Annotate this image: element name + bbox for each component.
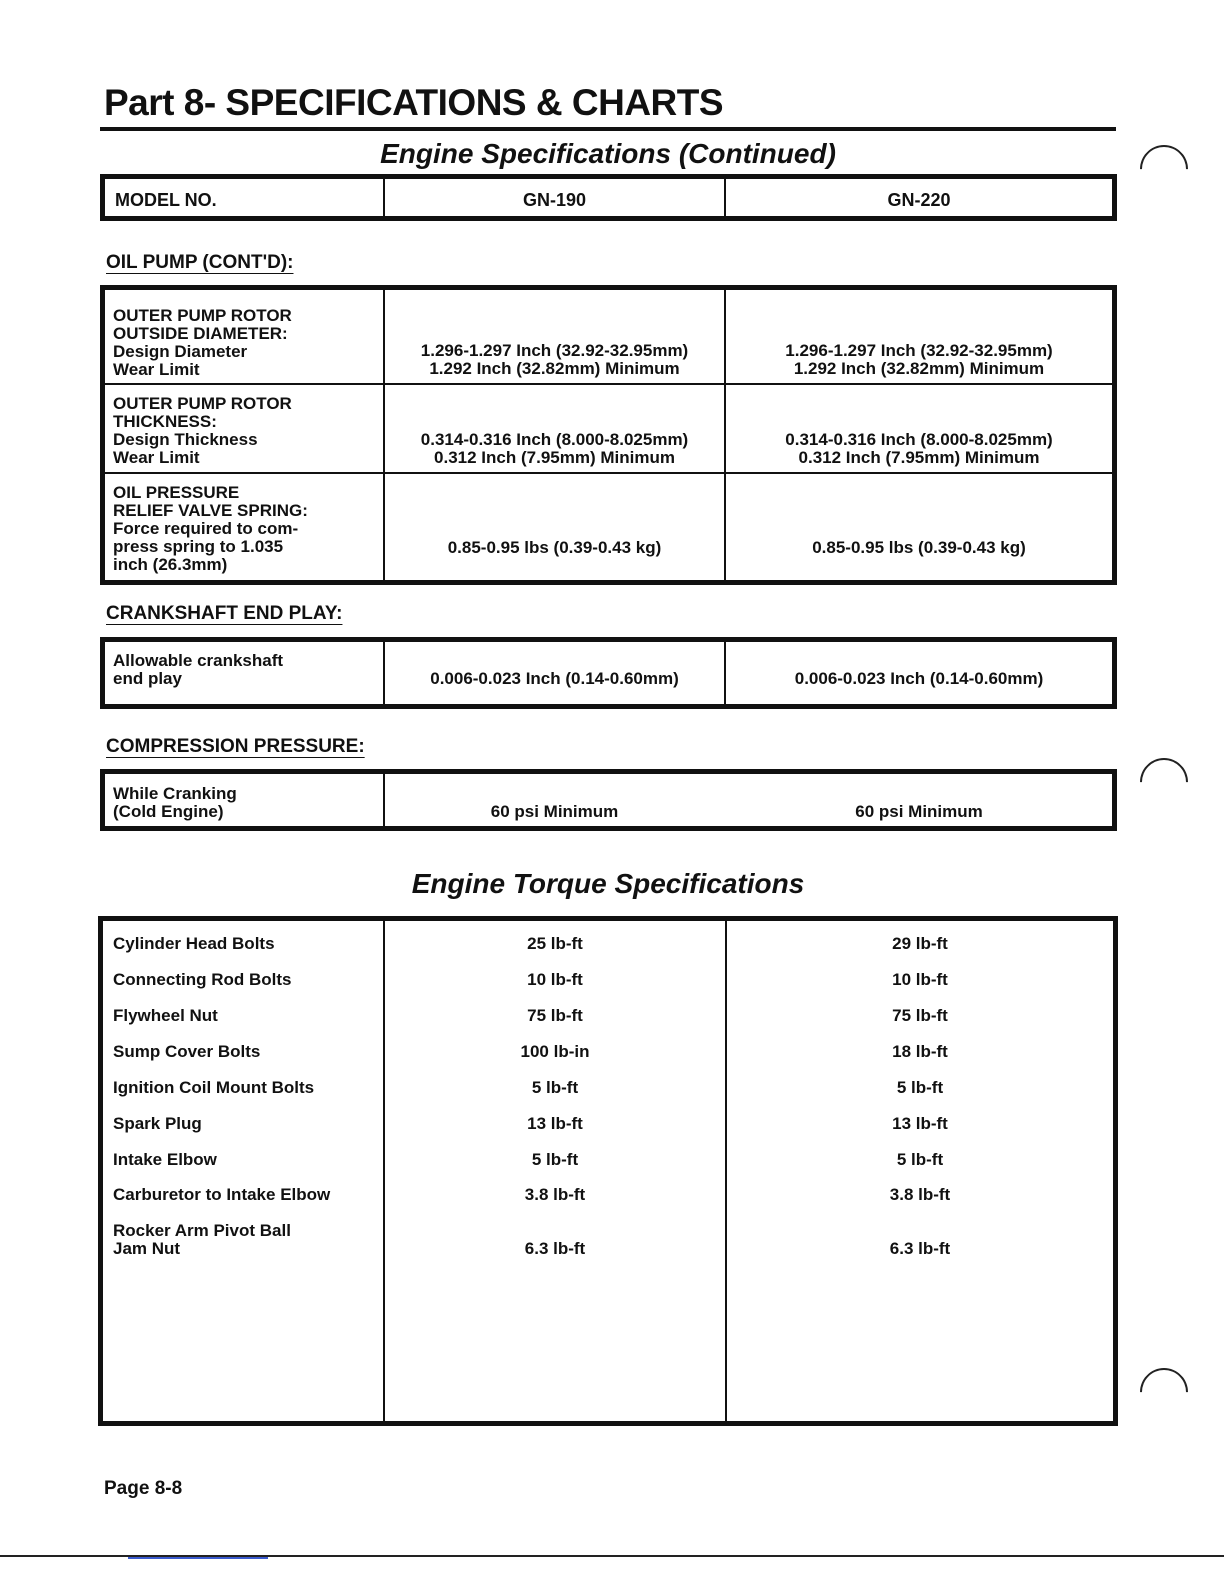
binder-hole-icon bbox=[1130, 135, 1198, 203]
torque-row-gn220: 5 lb-ft bbox=[896, 1150, 944, 1169]
model-gn190: GN-190 bbox=[522, 190, 587, 210]
torque-row-gn220: 6.3 lb-ft bbox=[889, 1239, 951, 1258]
torque-row-gn220: 29 lb-ft bbox=[892, 934, 948, 953]
torque-row-gn190: 13 lb-ft bbox=[527, 1114, 583, 1133]
model-table bbox=[100, 174, 1117, 221]
torque-row-label: Carburetor to Intake Elbow bbox=[113, 1185, 331, 1204]
torque-row-gn220: 3.8 lb-ft bbox=[889, 1185, 951, 1204]
page-title: Part 8- SPECIFICATIONS & CHARTS bbox=[104, 82, 724, 123]
torque-row-gn220: 5 lb-ft bbox=[896, 1078, 944, 1097]
model-label: MODEL NO. bbox=[115, 190, 217, 210]
crankshaft-heading: CRANKSHAFT END PLAY: bbox=[106, 603, 343, 624]
compression-label: While Cranking (Cold Engine) bbox=[113, 784, 237, 821]
crankshaft-label: Allowable crankshaft end play bbox=[113, 651, 284, 688]
torque-row-gn190: 3.8 lb-ft bbox=[524, 1185, 586, 1204]
torque-row-gn190: 75 lb-ft bbox=[527, 1006, 583, 1025]
torque-row-gn190: 25 lb-ft bbox=[527, 934, 583, 953]
torque-row-label: Intake Elbow bbox=[113, 1150, 217, 1169]
torque-row-gn190: 10 lb-ft bbox=[527, 970, 583, 989]
engine-specs-subtitle: Engine Specifications (Continued) bbox=[380, 138, 836, 169]
torque-row-gn220: 75 lb-ft bbox=[892, 1006, 948, 1025]
torque-row-label: Rocker Arm Pivot Ball Jam Nut bbox=[113, 1221, 291, 1258]
oil-pump-table bbox=[100, 285, 1117, 585]
torque-row-gn190: 100 lb-in bbox=[520, 1042, 590, 1061]
oil-pump-row-label: OIL PRESSURE RELIEF VALVE SPRING: Force required to com- press spring to 1.035 inch (26.3mm) bbox=[113, 483, 308, 574]
page-number: Page 8-8 bbox=[104, 1478, 183, 1499]
compression-gn190: 60 psi Minimum bbox=[490, 802, 619, 821]
oil-pump-row-gn190: 1.296-1.297 Inch (32.92-32.95mm) 1.292 Inch (32.82mm) Minimum bbox=[420, 341, 689, 378]
torque-row-label: Ignition Coil Mount Bolts bbox=[113, 1078, 315, 1097]
torque-row-label: Cylinder Head Bolts bbox=[113, 934, 275, 953]
oil-pump-row-label: OUTER PUMP ROTOR THICKNESS: Design Thickness Wear Limit bbox=[113, 394, 292, 467]
row-divider bbox=[105, 472, 1112, 474]
torque-row-gn190: 5 lb-ft bbox=[531, 1150, 579, 1169]
row-divider bbox=[105, 383, 1112, 385]
torque-row-label: Flywheel Nut bbox=[113, 1006, 218, 1025]
torque-row-gn220: 18 lb-ft bbox=[892, 1042, 948, 1061]
oil-pump-row-gn190: 0.85-0.95 lbs (0.39-0.43 kg) bbox=[447, 538, 662, 557]
oil-pump-heading: OIL PUMP (CONT'D): bbox=[106, 252, 294, 273]
crankshaft-gn190: 0.006-0.023 Inch (0.14-0.60mm) bbox=[430, 669, 679, 688]
compression-heading: COMPRESSION PRESSURE: bbox=[106, 736, 365, 757]
torque-row-gn220: 13 lb-ft bbox=[892, 1114, 948, 1133]
compression-table bbox=[100, 769, 1117, 831]
oil-pump-row-gn220: 0.314-0.316 Inch (8.000-8.025mm) 0.312 Inch (7.95mm) Minimum bbox=[785, 430, 1053, 467]
oil-pump-row-gn220: 1.296-1.297 Inch (32.92-32.95mm) 1.292 Inch (32.82mm) Minimum bbox=[785, 341, 1053, 378]
compression-gn220: 60 psi Minimum bbox=[855, 802, 983, 821]
torque-title: Engine Torque Specifications bbox=[411, 868, 805, 899]
binder-hole-icon bbox=[1130, 748, 1198, 816]
binder-hole-icon bbox=[1130, 1358, 1198, 1426]
torque-row-label: Connecting Rod Bolts bbox=[113, 970, 292, 989]
torque-row-gn190: 5 lb-ft bbox=[531, 1078, 579, 1097]
title-rule bbox=[100, 127, 1116, 131]
scan-mark bbox=[128, 1557, 268, 1559]
torque-row-gn220: 10 lb-ft bbox=[892, 970, 948, 989]
torque-row-gn190: 6.3 lb-ft bbox=[524, 1239, 586, 1258]
crankshaft-gn220: 0.006-0.023 Inch (0.14-0.60mm) bbox=[794, 669, 1044, 688]
column-divider bbox=[383, 921, 385, 1421]
torque-table bbox=[98, 916, 1118, 1426]
torque-row-label: Spark Plug bbox=[113, 1114, 202, 1133]
crankshaft-table bbox=[100, 637, 1117, 709]
torque-row-label: Sump Cover Bolts bbox=[113, 1042, 261, 1061]
model-gn220: GN-220 bbox=[887, 190, 951, 210]
oil-pump-row-gn190: 0.314-0.316 Inch (8.000-8.025mm) 0.312 Inch (7.95mm) Minimum bbox=[420, 430, 689, 467]
oil-pump-row-label: OUTER PUMP ROTOR OUTSIDE DIAMETER: Design Diameter Wear Limit bbox=[113, 306, 292, 379]
oil-pump-row-gn220: 0.85-0.95 lbs (0.39-0.43 kg) bbox=[812, 538, 1026, 557]
column-divider bbox=[725, 921, 727, 1421]
